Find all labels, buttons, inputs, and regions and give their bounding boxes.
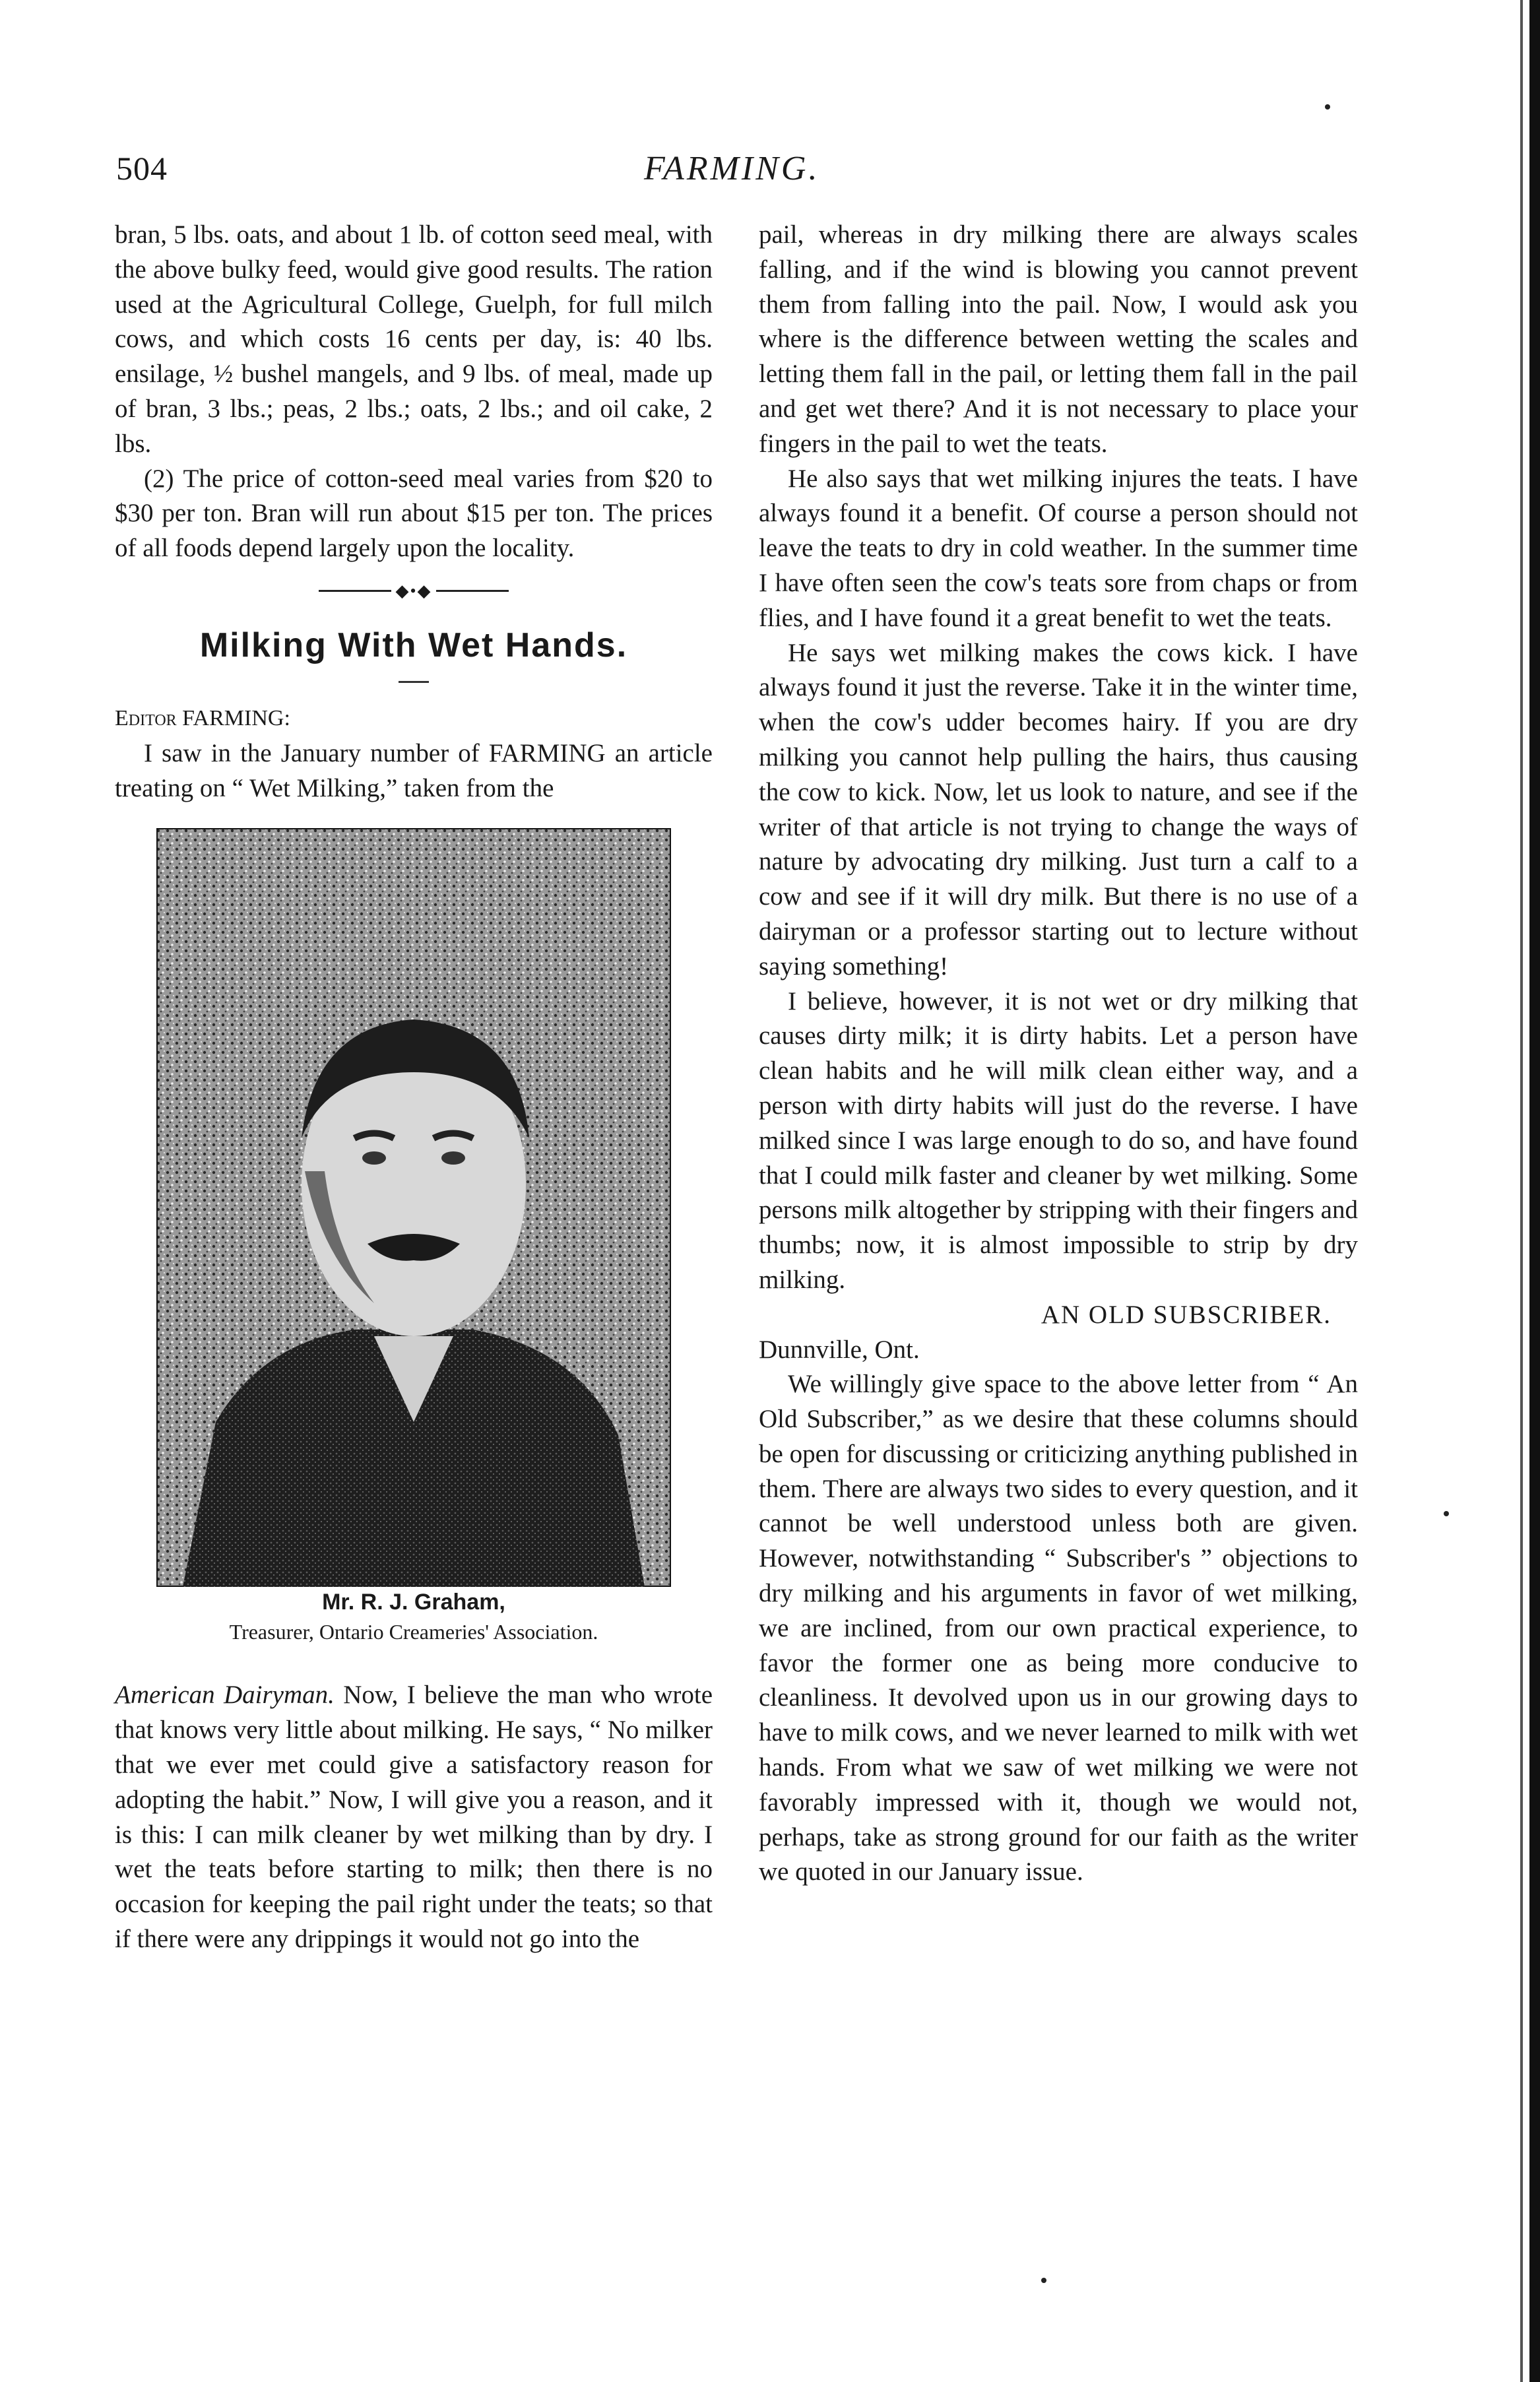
paragraph (115, 1678, 713, 1956)
ornament-rule (319, 590, 391, 592)
paragraph: He also says that wet milking injures the teats. I have always found it a benefit. Of course a person should not leave the teats to dry in cold weather. In the summer time I have often seen the cow's teats sore from chaps or from flies, and I have found it a great benefit to wet the teats. (759, 464, 1358, 632)
paragraph: We willingly give space to the above letter from “ An Old Subscriber,” as we desire that these columns should be open for discussing or criticizing anything published in them. There are always two sides to every question, and it cannot be well understood unless both are given. However, notwithstanding “ Subscriber's ” objections to dry milking and his arguments in favor of wet milking, we are inclined, from our own practical experience, to favor the former one as being more conducive to cleanliness. It devolved upon us in our growing days to have to milk cows, and we never learned to milk with wet hands. From what we saw of wet milking we were not favorably impressed with it, though we would not, perhaps, take as strong ground for our faith as the writer we quoted in our January issue. (759, 1370, 1358, 1886)
section-ornament (115, 571, 713, 611)
source-italic: American Dairyman. (115, 1681, 335, 1710)
paragraph: bran, 5 lbs. oats, and about 1 lb. of cotton seed meal, with the above bulky feed, would give good results. The ration used at the Agricultural College, Guelph, for full milch cows, and which costs 16 cents per day, is: 40 lbs. ensilage, ½ bushel mangels, and 9 lbs. of meal, made up of bran, 3 lbs.; peas, 2 lbs.; oats, 2 lbs.; and oil cake, 2 lbs. (115, 220, 713, 458)
ornament-dots: ◆•◆ (395, 581, 432, 600)
ornament-rule (436, 590, 509, 592)
paragraph: I believe, however, it is not wet or dry milking that causes dirty milk; it is dirty habits. Let a person have clean habits and he will milk clean either way, and a person with dirty habits will just do the reverse. I have milked since I was large enough to do so, and have found that I could milk faster and cleaner by wet milking. Some persons milk altogether by stripping with their fingers and thumbs; now, it is almost impossible to strip by dry milking. (759, 986, 1358, 1294)
running-title: FARMING. (644, 150, 820, 187)
paragraph: (2) The price of cotton-seed meal varies from $20 to $30 per ton. Bran will run about $15 per ton. The prices of all foods depend largely upon the locality. (115, 464, 713, 563)
place-line: Dunnville, Ont. (759, 1335, 920, 1364)
scan-speck (1325, 104, 1330, 110)
caption-role: Treasurer, Ontario Creameries' Association. (229, 1620, 598, 1644)
page-number: 504 (116, 150, 168, 187)
paragraph: I saw in the January number of FARMING an article treating on “ Wet Milking,” taken from the (115, 738, 713, 802)
left-column (115, 218, 713, 1957)
right-column (759, 218, 1358, 1890)
article-title: Milking With Wet Hands. (199, 626, 628, 664)
paragraph: pail, whereas in dry milking there are always scales falling, and if the wind is blowing you cannot prevent them from falling into the pail. Now, I would ask you where is the difference between wetting the scales and letting them fall in the pail, or letting them fall in the pail and get wet there? And it is not necessary to place your fingers in the pail to wet the teats. (759, 220, 1358, 458)
signature: AN OLD SUBSCRIBER. (1041, 1300, 1331, 1329)
portrait-figure (156, 828, 671, 1646)
paragraph: He says wet milking makes the cows kick. I have always found it just the reverse. Take it in the winter time, when the cow's udder becomes hairy. If you are dry milking you cannot help pulling the hairs, thus causing the cow to kick. Now, let us look to nature, and see if the writer of that article is not trying to change the ways of nature by advocating dry milking. Just turn a calf to a cow and see if it will dry milk. But there is no use of a dairyman or a professor starting out to lecture without saying something! (759, 638, 1358, 981)
salutation: Editor FARMING: (115, 705, 290, 730)
page-header (116, 149, 1403, 202)
scan-speck (1444, 1511, 1449, 1516)
scan-speck (1041, 2278, 1046, 2283)
title-rule (399, 681, 429, 683)
scan-edge-bar (1529, 0, 1540, 2382)
scan-edge-line (1520, 0, 1523, 2382)
paragraph-text: Now, I believe the man who wrote that knows very little about milking. He says, “ No milker that we ever met could give a satisfactory reason for adopting the habit.” Now, I will give you a reason, and it is this: I can milk cleaner by wet milking than by dry. I wet the teats before starting to milk; then there is no occasion for keeping the pail right under the teats; so that if there were any drippings it would not go into the (115, 1681, 713, 1953)
caption-name: Mr. R. J. Graham, (322, 1590, 505, 1615)
portrait-photo (156, 828, 671, 1587)
